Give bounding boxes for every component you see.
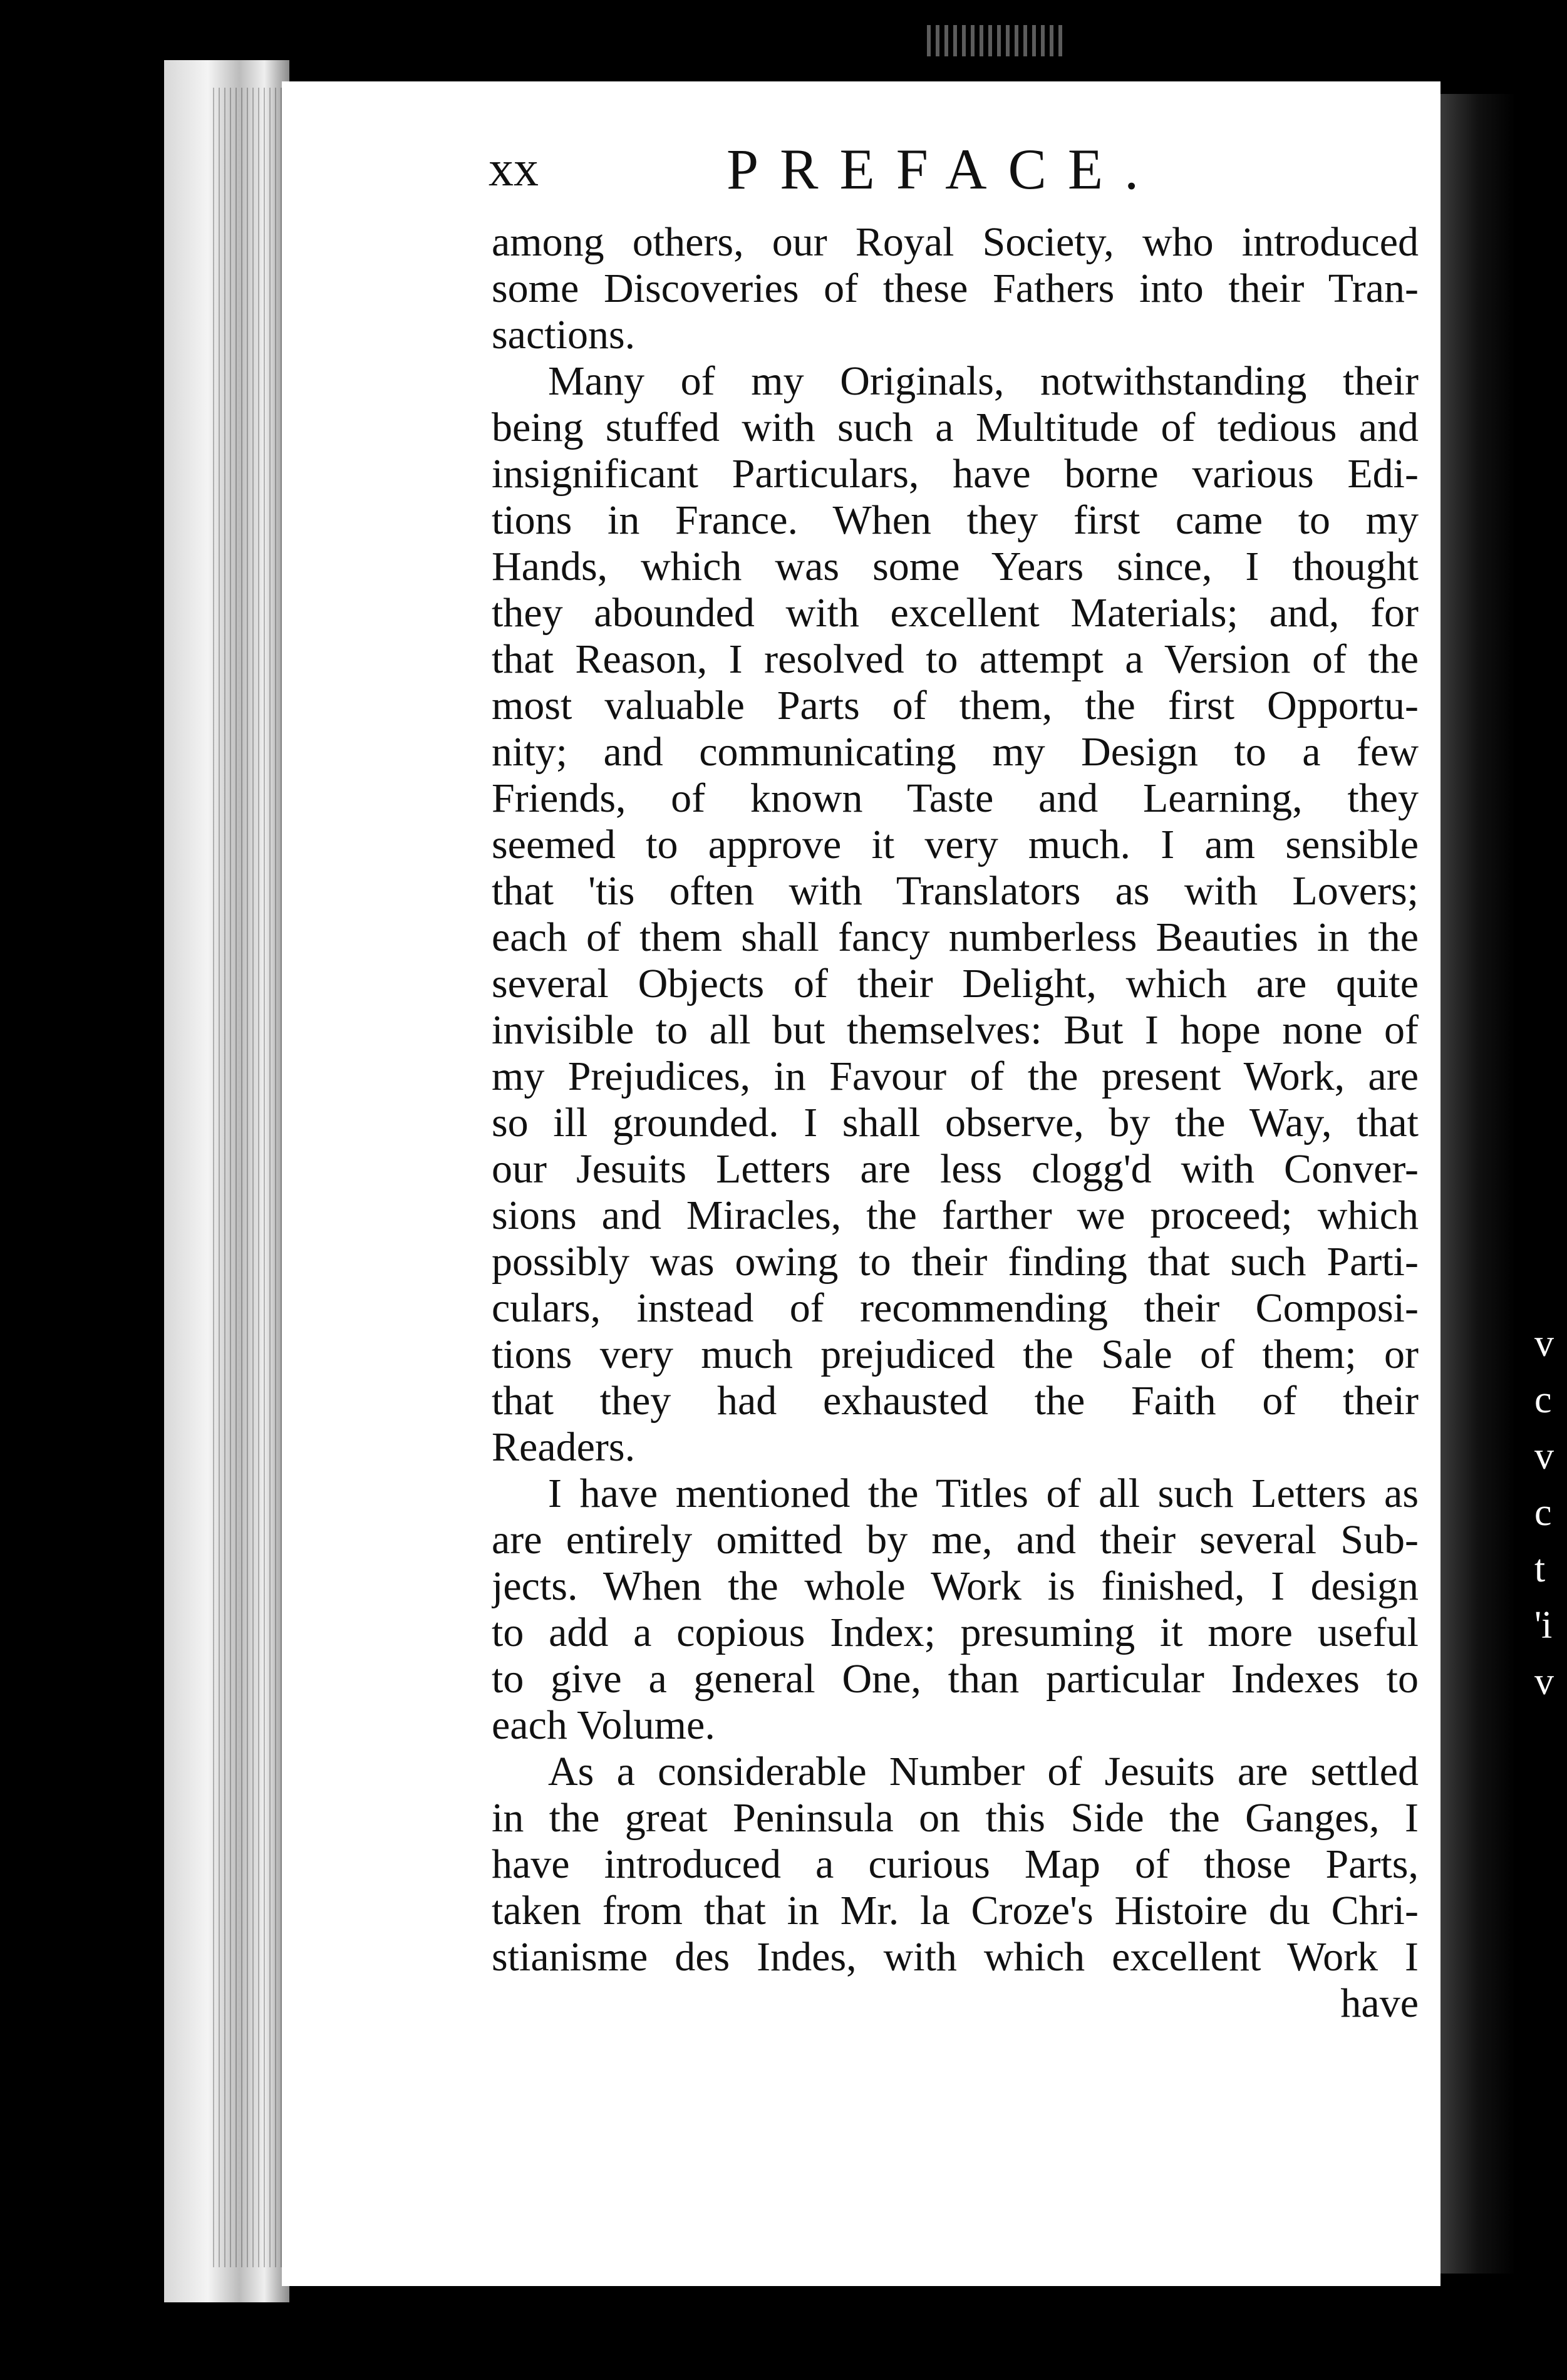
text-line: in the great Peninsula on this Side the Ganges, I xyxy=(492,1795,1419,1841)
text-line: possibly was owing to their finding that such Parti- xyxy=(492,1239,1419,1285)
text-line: they abounded with excellent Materials; and, for xyxy=(492,590,1419,636)
text-line: culars, instead of recommending their Composi- xyxy=(492,1285,1419,1331)
text-line: Many of my Originals, notwithstanding their xyxy=(548,358,1419,404)
text-line: Friends, of known Taste and Learning, they xyxy=(492,775,1419,821)
text-line: Hands, which was some Years since, I thought xyxy=(492,544,1419,589)
text-line: have introduced a curious Map of those Parts, xyxy=(492,1841,1419,1887)
text-line: Readers. xyxy=(492,1424,636,1470)
gutter-shadow xyxy=(1440,94,1516,2274)
text-line: among others, our Royal Society, who introduced xyxy=(492,219,1419,265)
text-line: sions and Miracles, the farther we proceed; which xyxy=(492,1193,1419,1238)
text-line: tions very much prejudiced the Sale of them; or xyxy=(492,1332,1419,1377)
text-line: I have mentioned the Titles of all such Letters as xyxy=(548,1471,1419,1516)
text-line: invisible to all but themselves: But I hope none of xyxy=(492,1007,1419,1053)
text-line: insignificant Particulars, have borne various Edi- xyxy=(492,451,1419,497)
facing-page-fragment: v c v c t 'i v xyxy=(1534,1322,1554,1703)
body-text xyxy=(492,219,1419,2027)
text-line: have xyxy=(1340,1980,1419,2026)
text-line: my Prejudices, in Favour of the present Work, are xyxy=(492,1053,1419,1099)
text-line: that Reason, I resolved to attempt a Version of the xyxy=(492,636,1419,682)
text-line: are entirely omitted by me, and their several Sub- xyxy=(492,1517,1419,1563)
book-page-stack xyxy=(213,88,282,2267)
page-header xyxy=(489,137,1415,210)
scan-artifact xyxy=(927,25,1065,56)
text-line: that they had exhausted the Faith of their xyxy=(492,1378,1419,1424)
text-line: to add a copious Index; presuming it more useful xyxy=(492,1610,1419,1655)
text-line: so ill grounded. I shall observe, by the Way, that xyxy=(492,1100,1419,1146)
text-line: being stuffed with such a Multitude of tedious and xyxy=(492,405,1419,450)
text-line: seemed to approve it very much. I am sensible xyxy=(492,822,1419,867)
text-line: sactions. xyxy=(492,312,636,358)
text-line: each of them shall fancy numberless Beauties in the xyxy=(492,914,1419,960)
text-line: stianisme des Indes, with which excellent Work I xyxy=(492,1934,1419,1980)
text-line: As a considerable Number of Jesuits are settled xyxy=(548,1749,1419,1794)
text-line: each Volume. xyxy=(492,1702,715,1748)
text-line: our Jesuits Letters are less clogg'd with Conver- xyxy=(492,1146,1419,1192)
text-line: to give a general One, than particular Indexes to xyxy=(492,1656,1419,1702)
text-line: taken from that in Mr. la Croze's Histoire du Chri- xyxy=(492,1888,1419,1933)
text-line: most valuable Parts of them, the first Opportu- xyxy=(492,683,1419,728)
page-number: xx xyxy=(489,142,539,197)
text-line: jects. When the whole Work is finished, I design xyxy=(492,1563,1419,1609)
running-head: PREFACE. xyxy=(727,137,1161,201)
text-line: tions in France. When they first came to my xyxy=(492,497,1419,543)
text-line: that 'tis often with Translators as with Lovers; xyxy=(492,868,1419,914)
text-line: several Objects of their Delight, which are quite xyxy=(492,961,1419,1006)
text-line: nity; and communicating my Design to a few xyxy=(492,729,1419,775)
text-line: some Discoveries of these Fathers into their Tran- xyxy=(492,266,1419,311)
